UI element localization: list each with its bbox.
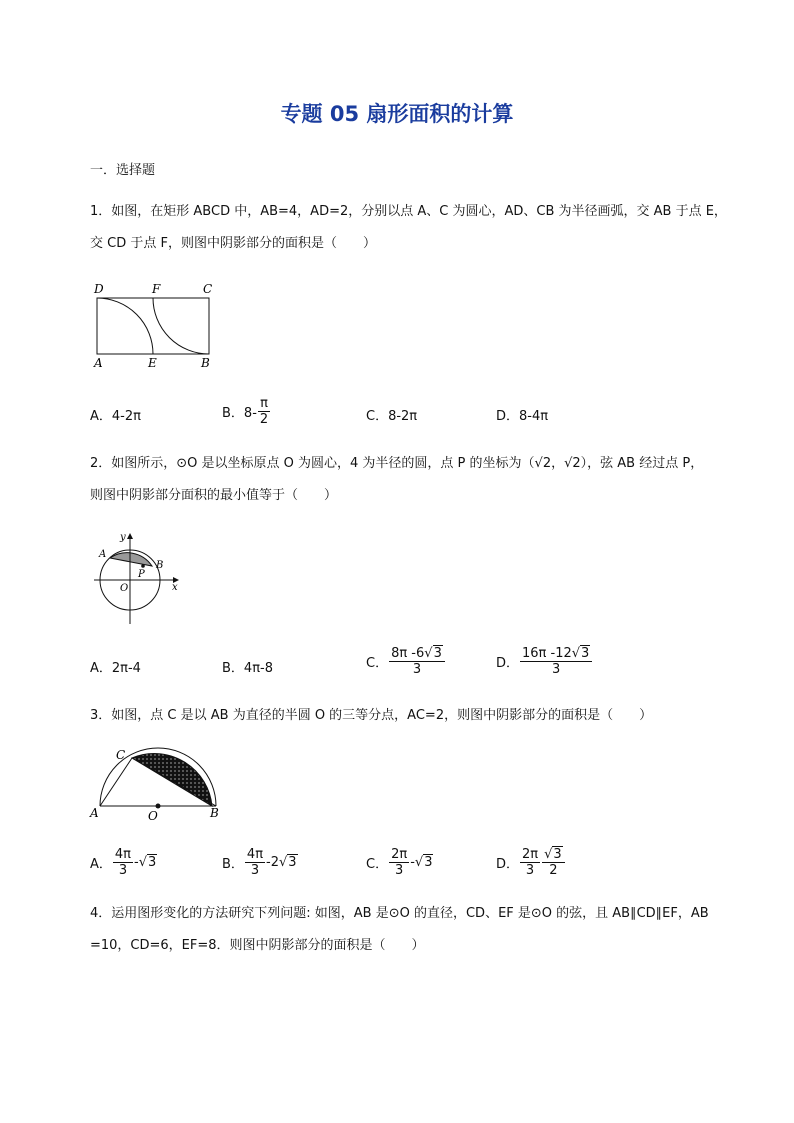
label-a: A <box>99 549 107 560</box>
question-4-text-line-1: 4．运用图形变化的方法研究下列问题: 如图，AB 是⊙O 的直径，CD、EF 是⊙O 的弦，且 AB∥CD∥EF，AB <box>90 906 709 921</box>
q3-option-b-numerator: 4π <box>246 847 264 862</box>
sqrt-icon: √3 <box>414 855 433 870</box>
q3-option-b-prefix: B． <box>222 857 244 872</box>
sqrt-icon: √3 <box>544 847 562 862</box>
q3-option-d-radicand: 3 <box>553 847 562 862</box>
q2-option-c-fraction <box>389 646 445 677</box>
q3-option-a-suffix: - <box>134 855 139 870</box>
q2-option-c-denominator: 3 <box>412 662 422 677</box>
q3-option-c-denominator: 3 <box>394 863 404 878</box>
question-2-text-line-1: 2．如图所示，⊙O 是以坐标原点 O 为圆心，4 为半径的圆，点 P 的坐标为（√2，√2），弦 AB 经过点 P， <box>90 456 704 471</box>
q3-option-c-fraction <box>389 847 409 878</box>
q3-option-c-radicand: 3 <box>424 855 433 870</box>
q1-option-a[interactable]: A．4-2π <box>90 409 141 424</box>
sqrt-icon: √3 <box>279 855 297 870</box>
sqrt-icon: √3 <box>571 646 590 661</box>
q2-option-d-numerator <box>520 646 592 662</box>
q3-option-c-numerator: 2π <box>391 847 408 862</box>
sqrt-icon: √3 <box>424 646 442 661</box>
q2-option-c-prefix: C． <box>366 656 389 671</box>
q3-option-d[interactable] <box>496 847 566 878</box>
center-o <box>156 804 161 809</box>
q3-option-a-prefix: A． <box>90 857 112 872</box>
q3-option-c-suffix: - <box>410 855 415 870</box>
arc-from-c <box>153 298 209 354</box>
label-c: C <box>203 282 213 296</box>
q3-option-a[interactable] <box>90 847 157 878</box>
q1-option-b-fraction <box>258 396 270 427</box>
question-1-text-line-1: 1．如图，在矩形 ABCD 中，AB=4，AD=2，分别以点 A、C 为圆心，AD、CB 为半径画弧，交 AB 于点 E， <box>90 204 727 219</box>
q2-option-d[interactable] <box>496 646 593 677</box>
label-o: O <box>120 583 129 594</box>
section-heading: 一．选择题 <box>90 163 156 178</box>
q3-option-a-fraction <box>113 847 133 878</box>
label-x: x <box>172 582 178 593</box>
q3-option-b-denominator: 3 <box>250 863 260 878</box>
point-p <box>141 564 145 568</box>
label-c: C <box>116 748 126 762</box>
q2-option-d-denominator: 3 <box>552 662 561 677</box>
q3-option-d-fraction-1 <box>520 847 540 878</box>
q2-option-b[interactable]: B．4π-8 <box>222 661 273 676</box>
page-title: 专题 05 扇形面积的计算 <box>280 102 514 126</box>
question-1-figure <box>88 278 218 374</box>
q2-option-c-numerator <box>389 646 445 662</box>
arc-from-a <box>97 298 153 354</box>
q1-option-c[interactable]: C．8-2π <box>366 409 418 424</box>
q3-option-a-denominator: 3 <box>118 863 128 878</box>
q3-option-b-suffix: -2 <box>266 855 279 870</box>
label-f: F <box>152 282 161 296</box>
question-2-text-line-2: 则图中阴影部分面积的最小值等于（ ） <box>90 488 338 503</box>
sqrt-icon: √3 <box>138 855 157 870</box>
q1-option-b[interactable] <box>222 396 271 427</box>
q3-option-a-numerator: 4π <box>114 847 132 862</box>
label-a: A <box>94 356 103 370</box>
q2-option-c-numerator-text: 8π -6 <box>391 646 425 661</box>
q3-option-d-fraction-2 <box>542 847 565 878</box>
q1-option-b-prefix: B．8- <box>222 406 257 421</box>
q2-option-c-radicand: 3 <box>433 646 442 661</box>
q1-option-b-numerator: π <box>260 396 268 411</box>
question-4-text-line-2: =10，CD=6，EF=8．则图中阴影部分的面积是（ ） <box>90 938 425 953</box>
q3-option-d-denominator: 3 <box>525 863 535 878</box>
label-p: P <box>138 569 145 580</box>
q3-option-d-numerator: 2π <box>522 847 539 862</box>
q2-option-c[interactable] <box>366 646 446 677</box>
q2-option-d-prefix: D． <box>496 656 520 671</box>
label-b: B <box>201 356 210 370</box>
q3-option-d-numerator-2 <box>542 847 565 863</box>
label-d: D <box>94 282 104 296</box>
q2-option-d-numerator-text: 16π -12 <box>522 646 572 661</box>
label-b: B <box>210 806 219 820</box>
question-2-figure <box>92 528 184 628</box>
label-y: y <box>120 532 126 543</box>
question-3-figure <box>86 742 222 824</box>
label-b: B <box>156 560 164 571</box>
question-3-text-line-1: 3．如图，点 C 是以 AB 为直径的半圆 O 的三等分点，AC=2，则图中阴影部分的面积是（ ） <box>90 708 653 723</box>
label-a: A <box>90 806 99 820</box>
label-o: O <box>148 809 158 823</box>
rectangle-abcd <box>97 298 209 354</box>
q3-option-d-denominator-2: 2 <box>549 863 558 878</box>
q1-option-d[interactable]: D．8-4π <box>496 409 549 424</box>
q2-option-a[interactable]: A．2π-4 <box>90 661 141 676</box>
q3-option-b-fraction <box>245 847 265 878</box>
q3-option-b[interactable] <box>222 847 298 878</box>
q2-option-d-radicand: 3 <box>581 646 590 661</box>
q3-option-c-prefix: C． <box>366 857 389 872</box>
q3-option-c[interactable] <box>366 847 433 878</box>
shaded-region <box>132 754 212 806</box>
q3-option-a-radicand: 3 <box>148 855 157 870</box>
q2-option-d-fraction <box>520 646 592 677</box>
q3-option-d-prefix: D． <box>496 857 520 872</box>
q3-option-b-radicand: 3 <box>288 855 297 870</box>
q1-option-b-denominator: 2 <box>259 412 269 427</box>
label-e: E <box>148 356 157 370</box>
question-1-text-line-2: 交 CD 于点 F，则图中阴影部分的面积是（ ） <box>90 236 376 251</box>
